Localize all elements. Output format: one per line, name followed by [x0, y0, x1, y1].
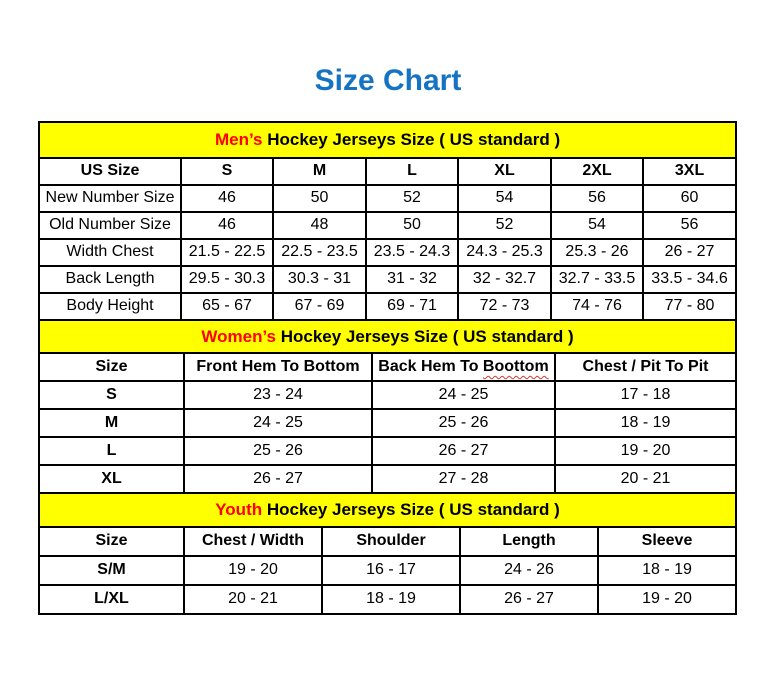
- mens-header-row: [39, 158, 736, 185]
- table-cell: 72 - 73: [458, 293, 551, 320]
- mens-banner-text: Hockey Jerseys Size ( US standard ): [262, 130, 561, 150]
- row-label: S: [39, 381, 184, 409]
- table-cell: 23 - 24: [184, 381, 372, 409]
- table-cell: 24.3 - 25.3: [458, 239, 551, 266]
- table-cell: 32 - 32.7: [458, 266, 551, 293]
- table-cell: 20 - 21: [184, 585, 322, 614]
- youth-banner: [39, 493, 736, 527]
- table-cell: 32.7 - 33.5: [551, 266, 643, 293]
- column-header: Chest / Pit To Pit: [555, 353, 736, 381]
- womens-size-table: [38, 319, 737, 494]
- table-cell: 50: [366, 212, 458, 239]
- table-cell: 21.5 - 22.5: [181, 239, 273, 266]
- table-cell: 25 - 26: [184, 437, 372, 465]
- table-cell: 67 - 69: [273, 293, 366, 320]
- mens-banner-highlight: Men’s: [214, 130, 263, 150]
- column-header: L: [366, 158, 458, 185]
- table-row: [39, 293, 736, 320]
- column-header: M: [273, 158, 366, 185]
- table-cell: 46: [181, 185, 273, 212]
- table-cell: 27 - 28: [372, 465, 555, 493]
- column-header: XL: [458, 158, 551, 185]
- table-row: [39, 239, 736, 266]
- table-cell: 26 - 27: [643, 239, 736, 266]
- row-label: L/XL: [39, 585, 184, 614]
- table-cell: 18 - 19: [598, 556, 736, 585]
- table-cell: 23.5 - 24.3: [366, 239, 458, 266]
- table-cell: 77 - 80: [643, 293, 736, 320]
- table-cell: 24 - 25: [184, 409, 372, 437]
- table-cell: 69 - 71: [366, 293, 458, 320]
- table-cell: 50: [273, 185, 366, 212]
- table-row: [39, 266, 736, 293]
- mens-banner: [39, 122, 736, 158]
- column-header: 3XL: [643, 158, 736, 185]
- row-label: New Number Size: [39, 185, 181, 212]
- table-cell: 25 - 26: [372, 409, 555, 437]
- table-cell: 54: [551, 212, 643, 239]
- table-row: [39, 437, 736, 465]
- table-cell: 52: [366, 185, 458, 212]
- column-header: 2XL: [551, 158, 643, 185]
- youth-size-table: [38, 492, 737, 615]
- table-cell: 30.3 - 31: [273, 266, 366, 293]
- row-label: M: [39, 409, 184, 437]
- column-header: Chest / Width: [184, 527, 322, 556]
- misspelled-word-squiggle: Boottom: [482, 357, 549, 375]
- table-cell: 29.5 - 30.3: [181, 266, 273, 293]
- table-cell: 52: [458, 212, 551, 239]
- table-cell: 26 - 27: [460, 585, 598, 614]
- youth-banner-highlight: Youth: [215, 500, 263, 520]
- youth-banner-row: [39, 493, 736, 527]
- column-header-misspelled: [372, 353, 555, 381]
- table-cell: 19 - 20: [555, 437, 736, 465]
- table-cell: 25.3 - 26: [551, 239, 643, 266]
- table-cell: 20 - 21: [555, 465, 736, 493]
- column-header: US Size: [39, 158, 181, 185]
- column-header-text: Back Hem To: [378, 357, 483, 375]
- table-cell: 74 - 76: [551, 293, 643, 320]
- column-header: Shoulder: [322, 527, 460, 556]
- column-header: Sleeve: [598, 527, 736, 556]
- table-cell: 65 - 67: [181, 293, 273, 320]
- row-label: Back Length: [39, 266, 181, 293]
- table-row: [39, 212, 736, 239]
- table-row: [39, 381, 736, 409]
- table-cell: 18 - 19: [555, 409, 736, 437]
- table-cell: 19 - 20: [184, 556, 322, 585]
- column-header: S: [181, 158, 273, 185]
- table-cell: 16 - 17: [322, 556, 460, 585]
- page-title: Size Chart: [314, 64, 462, 97]
- row-label: L: [39, 437, 184, 465]
- column-header: Size: [39, 527, 184, 556]
- womens-banner-row: [39, 320, 736, 353]
- womens-banner-highlight: Women’s: [201, 326, 276, 346]
- table-cell: 48: [273, 212, 366, 239]
- table-cell: 17 - 18: [555, 381, 736, 409]
- table-cell: 26 - 27: [372, 437, 555, 465]
- table-row: [39, 409, 736, 437]
- table-cell: 46: [181, 212, 273, 239]
- table-row: [39, 556, 736, 585]
- table-row: [39, 465, 736, 493]
- youth-banner-text: Hockey Jerseys Size ( US standard ): [262, 500, 560, 520]
- youth-header-row: [39, 527, 736, 556]
- row-label: Body Height: [39, 293, 181, 320]
- mens-banner-row: [39, 122, 736, 158]
- table-cell: 24 - 25: [372, 381, 555, 409]
- row-label: XL: [39, 465, 184, 493]
- row-label: Width Chest: [39, 239, 181, 266]
- table-row: [39, 585, 736, 614]
- table-cell: 56: [551, 185, 643, 212]
- womens-banner-text: Hockey Jerseys Size ( US standard ): [276, 326, 574, 346]
- table-cell: 60: [643, 185, 736, 212]
- table-cell: 22.5 - 23.5: [273, 239, 366, 266]
- column-header: Size: [39, 353, 184, 381]
- mens-size-table: [38, 121, 737, 321]
- table-cell: 56: [643, 212, 736, 239]
- table-cell: 33.5 - 34.6: [643, 266, 736, 293]
- table-cell: 54: [458, 185, 551, 212]
- table-cell: 19 - 20: [598, 585, 736, 614]
- size-tables-container: [38, 121, 735, 615]
- table-cell: 18 - 19: [322, 585, 460, 614]
- table-cell: 26 - 27: [184, 465, 372, 493]
- table-cell: 24 - 26: [460, 556, 598, 585]
- table-row: [39, 185, 736, 212]
- row-label: Old Number Size: [39, 212, 181, 239]
- column-header: Front Hem To Bottom: [184, 353, 372, 381]
- column-header: Length: [460, 527, 598, 556]
- row-label: S/M: [39, 556, 184, 585]
- table-cell: 31 - 32: [366, 266, 458, 293]
- womens-banner: [39, 320, 736, 353]
- womens-header-row: [39, 353, 736, 381]
